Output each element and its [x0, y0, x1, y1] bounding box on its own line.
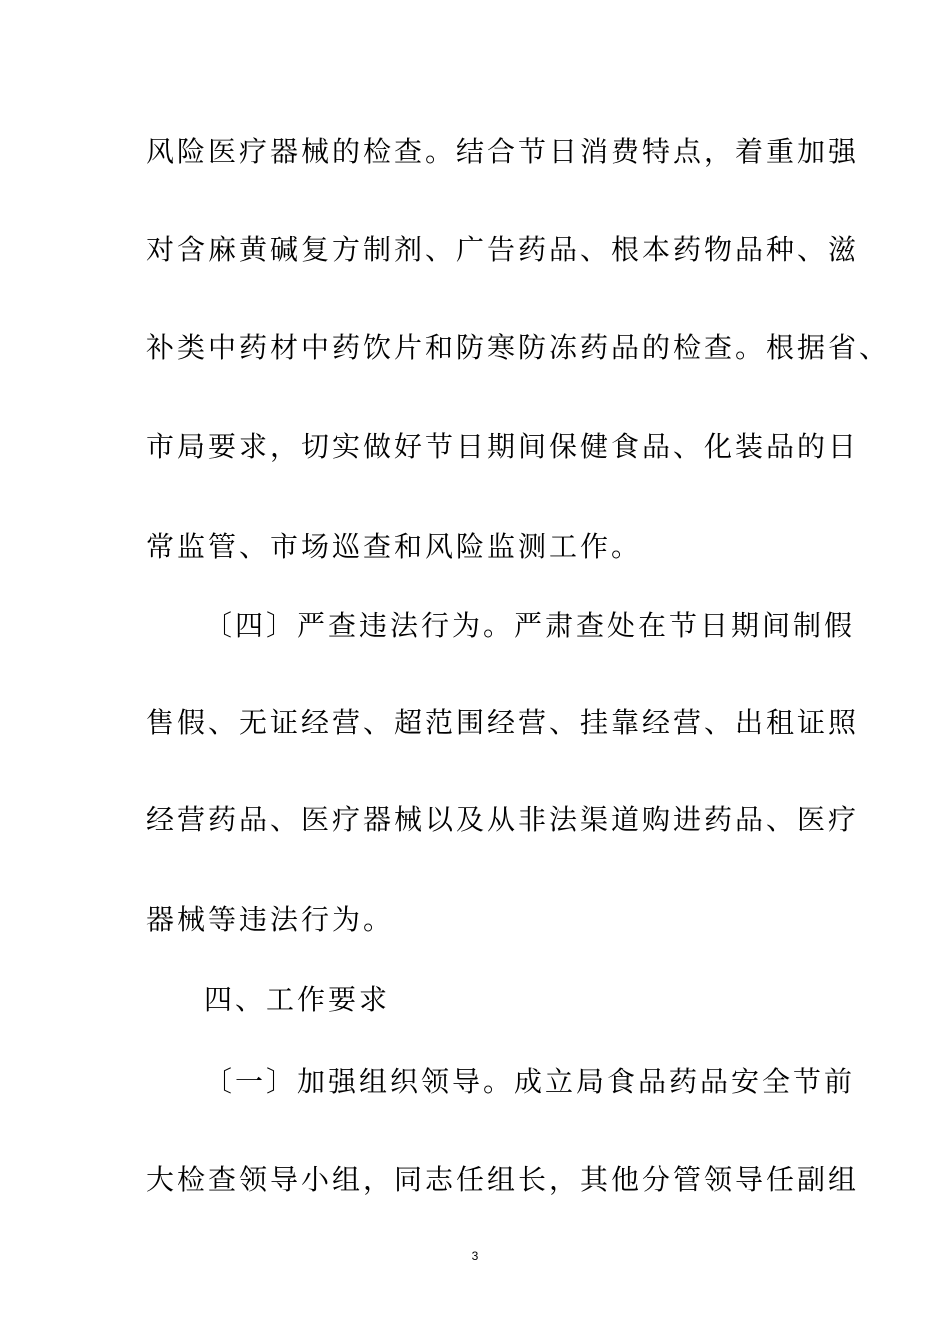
body-text-line: 市局要求，切实做好节日期间保健食品、化装品的日	[146, 430, 860, 463]
body-text-line: 风险医疗器械的检查。结合节日消费特点，着重加强	[146, 135, 860, 168]
paragraph-start-line: 〔四〕严查违法行为。严肃查处在节日期间制假	[204, 609, 856, 642]
body-text-line: 大检查领导小组，同志任组长，其他分管领导任副组	[146, 1163, 860, 1196]
body-text-line: 售假、无证经营、超范围经营、挂靠经营、出租证照	[146, 706, 860, 739]
body-text-line: 经营药品、医疗器械以及从非法渠道购进药品、医疗	[146, 803, 860, 836]
body-text-line: 对含麻黄碱复方制剂、广告药品、根本药物品种、滋	[146, 233, 860, 266]
body-text-line: 器械等违法行为。	[146, 903, 395, 936]
page-number: 3	[471, 1249, 479, 1263]
body-text-line: 常监管、市场巡查和风险监测工作。	[146, 530, 643, 563]
section-heading: 四、工作要求	[204, 983, 391, 1016]
body-text-line: 补类中药材中药饮片和防寒防冻药品的检查。根据省、	[146, 331, 891, 364]
paragraph-start-line: 〔一〕加强组织领导。成立局食品药品安全节前	[204, 1065, 856, 1098]
